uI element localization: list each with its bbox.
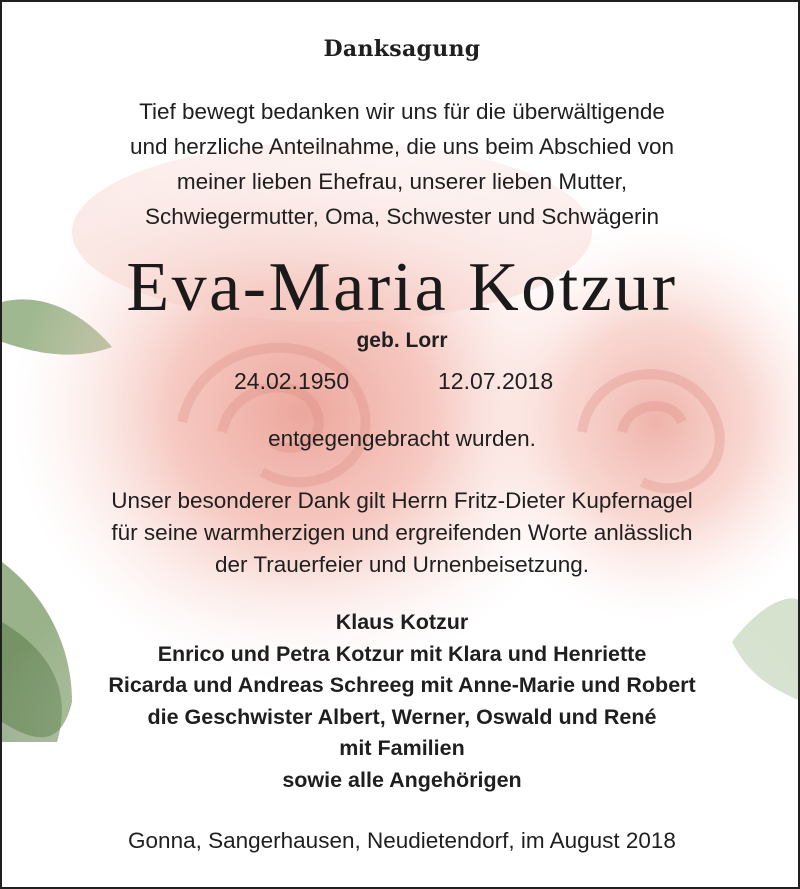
intro-line: Schwiegermutter, Oma, Schwester und Schwägerin bbox=[145, 204, 659, 229]
intro-paragraph bbox=[2, 94, 800, 234]
received-line: entgegengebracht wurden. bbox=[268, 426, 536, 451]
thanks-line: Unser besonderer Dank gilt Herrn Fritz-Dieter Kupfernagel bbox=[111, 488, 693, 513]
notice-heading: Danksagung bbox=[323, 36, 481, 62]
signer-line: sowie alle Angehörigen bbox=[282, 767, 522, 792]
intro-line: meiner lieben Ehefrau, unserer lieben Mutter, bbox=[176, 169, 628, 194]
signer-line: Klaus Kotzur bbox=[335, 610, 469, 634]
maiden-name: geb. Lorr bbox=[356, 329, 448, 352]
date-of-death: 12.07.2018 bbox=[438, 368, 554, 394]
signers-list bbox=[2, 607, 800, 796]
notice-text bbox=[2, 2, 800, 889]
place-and-date: Gonna, Sangerhausen, Neudietendorf, im August 2018 bbox=[128, 828, 676, 853]
signer-line: Enrico und Petra Kotzur mit Klara und Henriette bbox=[157, 641, 647, 666]
signer-line: die Geschwister Albert, Werner, Oswald und René bbox=[147, 704, 657, 729]
thanks-paragraph bbox=[2, 485, 800, 581]
deceased-name: Eva-Maria Kotzur bbox=[126, 249, 678, 326]
thanks-line: für seine warmherzigen und ergreifenden Worte anlässlich bbox=[111, 520, 693, 545]
thanks-line: der Trauerfeier und Urnenbeisetzung. bbox=[215, 552, 589, 577]
signer-line: mit Familien bbox=[339, 736, 465, 760]
date-of-birth: 24.02.1950 bbox=[234, 368, 350, 394]
signer-line: Ricarda und Andreas Schreeg mit Anne-Marie und Robert bbox=[108, 673, 696, 697]
intro-line: und herzliche Anteilnahme, die uns beim Abschied von bbox=[129, 134, 675, 159]
intro-line: Tief bewegt bedanken wir uns für die überwältigende bbox=[139, 99, 665, 124]
